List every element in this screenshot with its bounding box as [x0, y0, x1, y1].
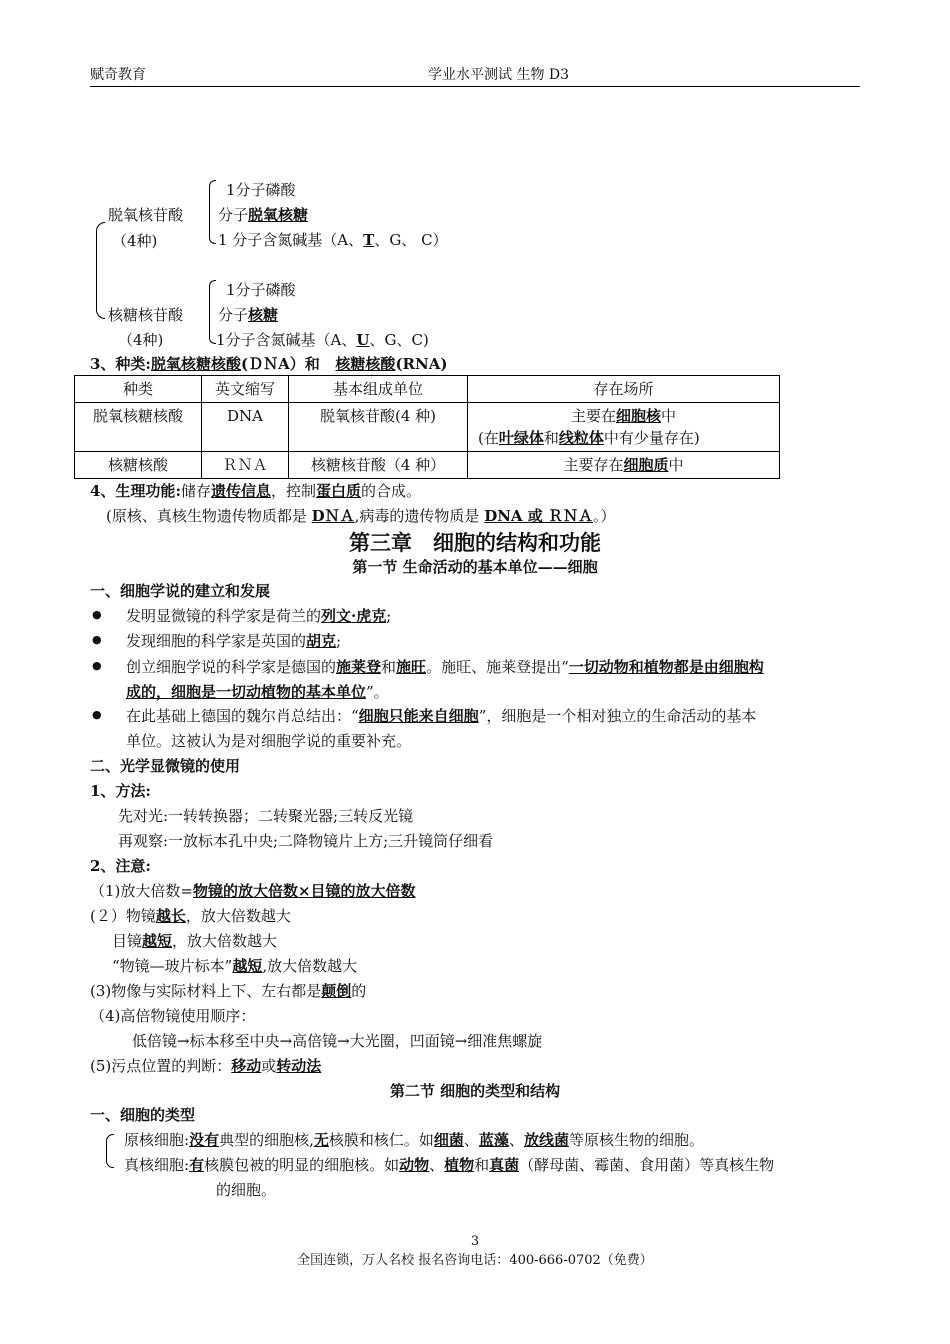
table-row	[75, 403, 780, 452]
note-6: （4)高倍物镜使用顺序：	[90, 1007, 256, 1025]
notes-heading: 2、注意:	[90, 857, 151, 875]
ribo-name: 核糖核苷酸	[108, 306, 184, 324]
bullet-item: 发现细胞的科学家是英国的胡克;	[126, 632, 342, 650]
cell-unit: 脱氧核苷酸(4 种)	[289, 403, 468, 452]
note-1: （1)放大倍数=物镜的放大倍数×目镜的放大倍数	[90, 882, 416, 900]
cell-type: 核糖核酸	[75, 452, 202, 479]
cell-abbr: ＲＮＡ	[202, 452, 289, 479]
th-type: 种类	[75, 376, 202, 403]
header-rule	[90, 86, 860, 87]
big-brace	[96, 222, 105, 319]
page-number: 3	[470, 1234, 480, 1249]
genetic-material-note: (原核、真核生物遗传物质都是 DＮＡ,病毒的遗传物质是 DNA 或 ＲＮＡ。）	[106, 507, 616, 525]
bullet-icon: ●	[92, 659, 102, 672]
deoxy-item-2: 分子脱氧核糖	[218, 206, 309, 224]
bullet-item-continued: 单位。这被认为是对细胞学说的重要补充。	[126, 732, 412, 750]
bullet-item: 发明显微镜的科学家是荷兰的列文·虎克;	[126, 607, 392, 625]
header-center: 学业水平测试 生物 D3	[428, 67, 570, 83]
cell-location: 主要在细胞核中 (在叶绿体和线粒体中有少量存在)	[468, 403, 780, 452]
cell-theory-heading: 一、细胞学说的建立和发展	[90, 582, 271, 600]
method-heading: 1、方法:	[90, 782, 151, 800]
bullet-icon: ●	[92, 633, 102, 646]
deoxy-name: 脱氧核苷酸	[108, 206, 184, 224]
small-brace-1	[209, 180, 216, 244]
footer-text: 全国连锁，万人名校 报名咨询电话：400-666-0702（免费）	[297, 1253, 653, 1268]
method-line-1: 先对光:一转转换器；二转聚光器;三转反光镜	[118, 807, 414, 825]
bullet-icon: ●	[92, 708, 102, 721]
th-abbr: 英文缩写	[202, 376, 289, 403]
note-3: 目镜越短，放大倍数越大	[112, 932, 278, 950]
bullet-item: 在此基础上德国的魏尔肖总结出：“细胞只能来自细胞”，细胞是一个相对独立的生命活动的基本	[126, 707, 757, 725]
th-location: 存在场所	[468, 376, 780, 403]
eukaryote-line-continued: 的细胞。	[216, 1181, 277, 1199]
header-left: 赋奇教育	[90, 67, 146, 83]
ribo-item-3: 1分子含氮碱基（A、U、G、C)	[216, 331, 429, 349]
bullet-item: 创立细胞学说的科学家是德国的施莱登和施旺。施旺、施莱登提出“一切动物和植物都是由细胞构	[126, 658, 764, 676]
table-row	[75, 452, 780, 479]
deoxy-count: （4种)	[112, 232, 158, 250]
note-2: (２）物镜越长，放大倍数越大	[90, 907, 291, 925]
cell-types-heading: 一、细胞的类型	[90, 1106, 196, 1124]
cell-type: 脱氧核糖核酸	[75, 403, 202, 452]
method-line-2: 再观察:一放标本孔中央;二降物镜片上方;三升镜筒仔细看	[118, 832, 494, 850]
cell-types-brace	[106, 1134, 114, 1168]
note-8: (5)污点位置的判断：移动或转动法	[90, 1057, 322, 1075]
cell-abbr: DNA	[202, 403, 289, 452]
prokaryote-line: 原核细胞:没有典型的细胞核,无核膜和核仁。如细菌、蓝藻、放线菌等原核生物的细胞。	[124, 1131, 704, 1149]
section2-title: 第二节 细胞的类型和结构	[389, 1082, 561, 1100]
microscope-heading: 二、光学显微镜的使用	[90, 757, 241, 775]
eukaryote-line: 真核细胞:有核膜包被的明显的细胞核。如动物、植物和真菌（酵母菌、霉菌、食用菌）等真核生物	[124, 1156, 775, 1174]
cell-location: 主要存在细胞质中	[468, 452, 780, 479]
note-4: “物镜—玻片标本”越短,放大倍数越大	[112, 957, 358, 975]
nucleic-acid-table	[74, 375, 780, 479]
table-header-row	[75, 376, 780, 403]
cell-unit: 核糖核苷酸（4 种）	[289, 452, 468, 479]
section1-title: 第一节 生命活动的基本单位——细胞	[352, 558, 598, 576]
bullet-icon: ●	[92, 608, 102, 621]
note-5: (3)物像与实际材料上下、左右都是颠倒的	[90, 982, 367, 1000]
chapter-title: 第三章 细胞的结构和功能	[349, 530, 601, 555]
th-unit: 基本组成单位	[289, 376, 468, 403]
ribo-count: （4种)	[118, 331, 164, 349]
ribo-item-2: 分子核糖	[218, 306, 279, 324]
deoxy-item-3: 1 分子含氮碱基（A、T、G、 C）	[218, 231, 448, 249]
ribo-item-1: 1分子磷酸	[226, 281, 296, 299]
deoxy-item-1: 1分子磷酸	[226, 181, 296, 199]
function-line: 4、生理功能:储存遗传信息，控制蛋白质的合成。	[90, 482, 422, 500]
small-brace-2	[209, 280, 216, 344]
note-7: 低倍镜→标本移至中央→高倍镜→大光圈，凹面镜→细准焦螺旋	[132, 1032, 543, 1050]
bullet-item-continued: 成的，细胞是一切动植物的基本单位”。	[126, 683, 389, 701]
types-heading: 3、种类:脱氧核糖核酸(ＤＮA）和 核糖核酸(RNA)	[90, 355, 448, 373]
